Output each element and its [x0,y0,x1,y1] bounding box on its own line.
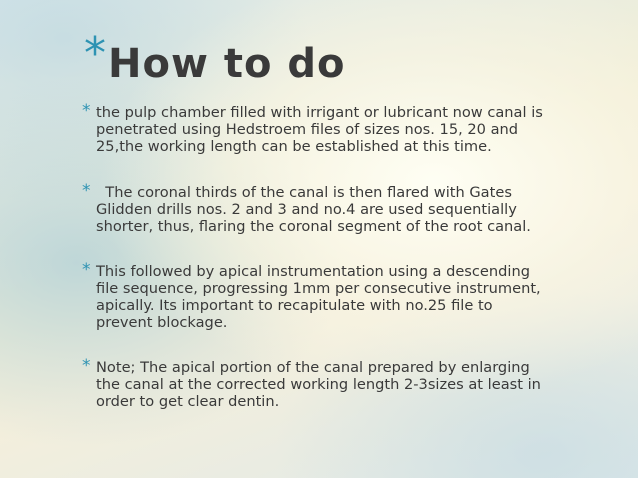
bullet-asterisk-icon: * [82,356,91,376]
bullet-item [82,101,582,155]
bullet-item [82,181,582,235]
bullet-asterisk-icon: * [82,260,91,280]
bullet-text: The coronal thirds of the canal is then flared with Gates Glidden drills nos. 2 and 3 and no.4 are used sequentially shorter, thus, flaring the coronal segment of the root canal. [96,184,531,235]
bullet-list [82,101,582,410]
bullet-text: Note; The apical portion of the canal prepared by enlarging the canal at the corrected working length 2-3sizes at least in order to get clear dentin. [96,359,541,410]
bullet-text: This followed by apical instrumentation using a descending file sequence, progressing 1mm per consecutive instrument, apically. Its important to recapitulate with no.25 file to prevent blockage. [96,263,541,331]
slide-title: How to do [108,41,346,87]
bullet-asterisk-icon: * [82,181,91,201]
bullet-item [82,356,582,410]
bullet-item [82,260,582,331]
title-asterisk-icon: * [84,28,106,79]
bullet-text: the pulp chamber filled with irrigant or lubricant now canal is penetrated using Hedstroem files of sizes nos. 15, 20 and 25,the working length can be established at this time. [96,104,543,155]
title-block [84,30,345,90]
bullet-asterisk-icon: * [82,101,91,121]
